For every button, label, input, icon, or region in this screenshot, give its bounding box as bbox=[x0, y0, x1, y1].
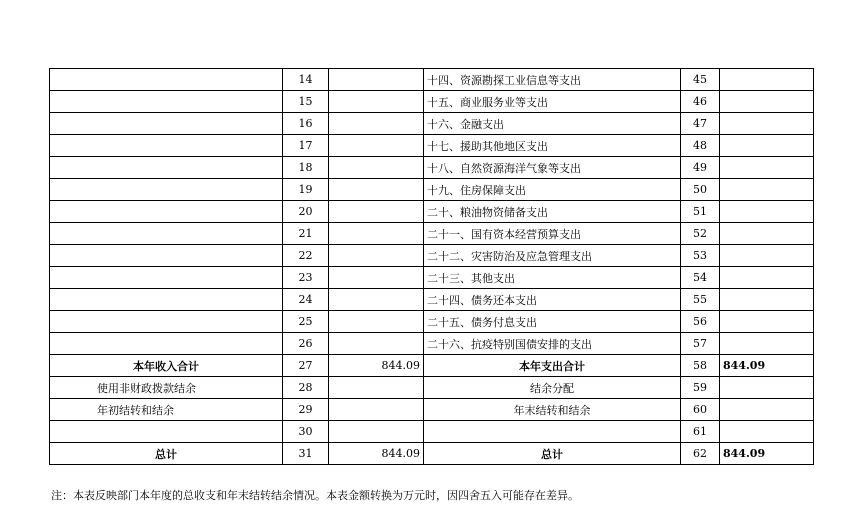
row-number: 49 bbox=[681, 157, 720, 179]
cell-income-item bbox=[50, 69, 283, 91]
cell-income-item bbox=[50, 289, 283, 311]
cell-amount bbox=[720, 267, 814, 289]
cell-amount bbox=[720, 69, 814, 91]
row-number: 14 bbox=[283, 69, 329, 91]
cell-amount bbox=[720, 91, 814, 113]
row-number: 59 bbox=[681, 377, 720, 399]
row-number: 21 bbox=[283, 223, 329, 245]
table-row bbox=[50, 69, 814, 91]
expense-total-amount: 844.09 bbox=[720, 355, 814, 377]
row-number: 31 bbox=[283, 443, 329, 465]
table-row bbox=[50, 289, 814, 311]
cell-amount bbox=[329, 69, 424, 91]
cell-amount bbox=[329, 377, 424, 399]
row-number: 19 bbox=[283, 179, 329, 201]
row-number: 23 bbox=[283, 267, 329, 289]
table-row bbox=[50, 443, 814, 465]
cell-expense-item: 十八、自然资源海洋气象等支出 bbox=[424, 157, 681, 179]
cell-expense-item: 二十、粮油物资储备支出 bbox=[424, 201, 681, 223]
row-number: 15 bbox=[283, 91, 329, 113]
surplus-distribution-label: 结余分配 bbox=[424, 377, 681, 399]
cell-amount bbox=[329, 311, 424, 333]
cell-income-item bbox=[50, 267, 283, 289]
row-number: 20 bbox=[283, 201, 329, 223]
table-row bbox=[50, 399, 814, 421]
row-number: 24 bbox=[283, 289, 329, 311]
grand-total-label: 总计 bbox=[50, 443, 283, 465]
row-number: 28 bbox=[283, 377, 329, 399]
cell-amount bbox=[329, 245, 424, 267]
cell-amount bbox=[720, 399, 814, 421]
grand-total-amount-right: 844.09 bbox=[720, 443, 814, 465]
cell-amount bbox=[329, 267, 424, 289]
row-number: 26 bbox=[283, 333, 329, 355]
non-fiscal-surplus-label: 使用非财政拨款结余 bbox=[50, 377, 283, 399]
table-body bbox=[50, 69, 814, 465]
cell-income-item bbox=[50, 201, 283, 223]
row-number: 60 bbox=[681, 399, 720, 421]
table-row bbox=[50, 113, 814, 135]
row-number: 29 bbox=[283, 399, 329, 421]
cell-expense-item: 二十三、其他支出 bbox=[424, 267, 681, 289]
cell-income-item bbox=[50, 223, 283, 245]
cell-amount bbox=[720, 245, 814, 267]
row-number: 62 bbox=[681, 443, 720, 465]
table-row bbox=[50, 201, 814, 223]
row-number: 58 bbox=[681, 355, 720, 377]
cell-amount bbox=[329, 113, 424, 135]
row-number: 17 bbox=[283, 135, 329, 157]
budget-table bbox=[49, 68, 814, 465]
cell-amount bbox=[720, 179, 814, 201]
row-number: 55 bbox=[681, 289, 720, 311]
row-number: 45 bbox=[681, 69, 720, 91]
cell-expense-item: 二十二、灾害防治及应急管理支出 bbox=[424, 245, 681, 267]
row-number: 47 bbox=[681, 113, 720, 135]
closing-balance-label: 年末结转和结余 bbox=[424, 399, 681, 421]
cell-amount bbox=[329, 289, 424, 311]
cell-income-item bbox=[50, 245, 283, 267]
table-row bbox=[50, 157, 814, 179]
table-row bbox=[50, 91, 814, 113]
cell-amount bbox=[329, 201, 424, 223]
cell-amount bbox=[329, 135, 424, 157]
cell-amount bbox=[720, 333, 814, 355]
cell-income-item bbox=[50, 157, 283, 179]
cell-amount bbox=[329, 399, 424, 421]
cell-expense-item: 十五、商业服务业等支出 bbox=[424, 91, 681, 113]
cell-income-item bbox=[50, 311, 283, 333]
expense-total-label: 本年支出合计 bbox=[424, 355, 681, 377]
cell-expense-item: 十六、金融支出 bbox=[424, 113, 681, 135]
cell-expense-item: 十四、资源勘探工业信息等支出 bbox=[424, 69, 681, 91]
cell-amount bbox=[720, 135, 814, 157]
cell-amount bbox=[720, 377, 814, 399]
cell-amount bbox=[329, 333, 424, 355]
cell-amount bbox=[720, 113, 814, 135]
cell-amount bbox=[720, 311, 814, 333]
table-row bbox=[50, 421, 814, 443]
opening-balance-label: 年初结转和结余 bbox=[50, 399, 283, 421]
row-number: 56 bbox=[681, 311, 720, 333]
cell-amount bbox=[720, 157, 814, 179]
grand-total-amount: 844.09 bbox=[329, 443, 424, 465]
cell-amount bbox=[329, 91, 424, 113]
cell-empty bbox=[424, 421, 681, 443]
cell-amount bbox=[720, 421, 814, 443]
row-number: 16 bbox=[283, 113, 329, 135]
row-number: 52 bbox=[681, 223, 720, 245]
row-number: 30 bbox=[283, 421, 329, 443]
table-row bbox=[50, 311, 814, 333]
row-number: 61 bbox=[681, 421, 720, 443]
cell-expense-item: 二十四、债务还本支出 bbox=[424, 289, 681, 311]
row-number: 22 bbox=[283, 245, 329, 267]
row-number: 25 bbox=[283, 311, 329, 333]
cell-income-item bbox=[50, 179, 283, 201]
row-number: 48 bbox=[681, 135, 720, 157]
table-row bbox=[50, 179, 814, 201]
cell-expense-item: 十九、住房保障支出 bbox=[424, 179, 681, 201]
row-number: 54 bbox=[681, 267, 720, 289]
cell-expense-item: 二十五、债务付息支出 bbox=[424, 311, 681, 333]
table-row bbox=[50, 355, 814, 377]
table-row bbox=[50, 135, 814, 157]
grand-total-label-right: 总计 bbox=[424, 443, 681, 465]
cell-expense-item: 二十一、国有资本经营预算支出 bbox=[424, 223, 681, 245]
row-number: 57 bbox=[681, 333, 720, 355]
cell-expense-item: 二十六、抗疫特别国债安排的支出 bbox=[424, 333, 681, 355]
row-number: 27 bbox=[283, 355, 329, 377]
income-total-label: 本年收入合计 bbox=[50, 355, 283, 377]
table-row bbox=[50, 267, 814, 289]
cell-amount bbox=[329, 157, 424, 179]
cell-amount bbox=[329, 421, 424, 443]
footnote: 注：本表反映部门本年度的总收支和年末结转结余情况。本表金额转换为万元时，因四舍五入可能存在差异。 bbox=[51, 489, 579, 502]
income-total-amount: 844.09 bbox=[329, 355, 424, 377]
cell-income-item bbox=[50, 135, 283, 157]
cell-amount bbox=[329, 179, 424, 201]
cell-amount bbox=[329, 223, 424, 245]
row-number: 53 bbox=[681, 245, 720, 267]
cell-income-item bbox=[50, 113, 283, 135]
cell-expense-item: 十七、援助其他地区支出 bbox=[424, 135, 681, 157]
cell-amount bbox=[720, 201, 814, 223]
row-number: 50 bbox=[681, 179, 720, 201]
cell-amount bbox=[720, 289, 814, 311]
table-row bbox=[50, 377, 814, 399]
cell-income-item bbox=[50, 91, 283, 113]
cell-amount bbox=[720, 223, 814, 245]
table-row bbox=[50, 245, 814, 267]
row-number: 18 bbox=[283, 157, 329, 179]
row-number: 51 bbox=[681, 201, 720, 223]
cell-income-item bbox=[50, 333, 283, 355]
table-row bbox=[50, 223, 814, 245]
cell-empty bbox=[50, 421, 283, 443]
row-number: 46 bbox=[681, 91, 720, 113]
table-row bbox=[50, 333, 814, 355]
